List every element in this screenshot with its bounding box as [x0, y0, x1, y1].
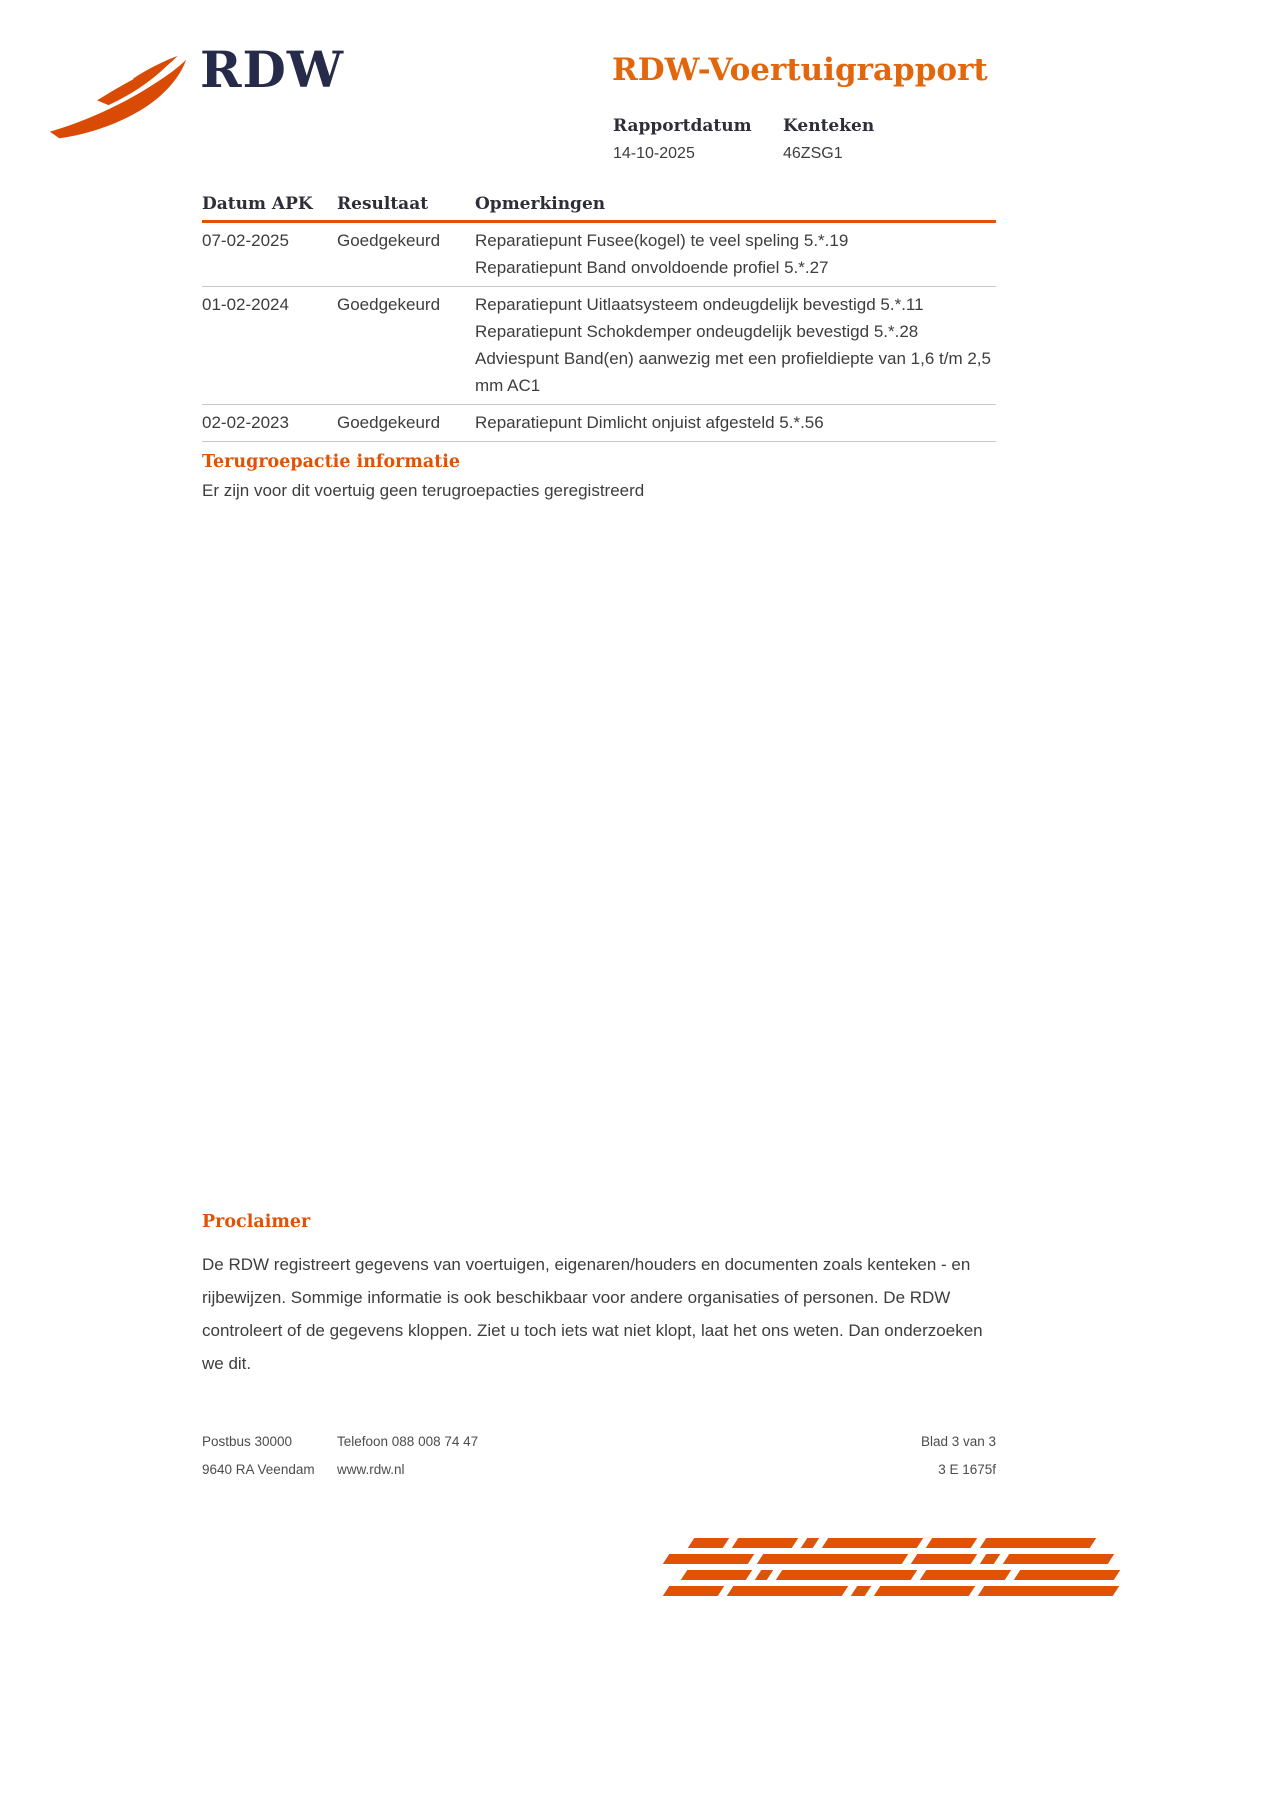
stripe-segment [980, 1554, 1000, 1564]
apk-remarks-cell [475, 409, 996, 436]
stripe-segment [801, 1538, 819, 1548]
stripe-segment [911, 1554, 977, 1564]
stripe-segment [920, 1570, 1011, 1580]
stripe-segment [978, 1586, 1119, 1596]
proclaimer-text: De RDW registreert gegevens van voertuigen, eigenaren/houders en documenten zoals kenteken - en rijbewijzen. Sommige informatie is ook beschikbaar voor andere organisaties of personen. De RDW controleert of de gegevens kloppen. Ziet u toch iets wat niet klopt, laat het ons weten. Dan onderzoeken we dit. [202, 1255, 983, 1373]
license-plate-label: Kenteken [783, 116, 875, 136]
apk-result-cell: Goedgekeurd [337, 295, 441, 314]
remark-line: Reparatiepunt Uitlaatsysteem ondeugdelijk bevestigd 5.*.11 [475, 295, 924, 314]
footer-website: www.rdw.nl [337, 1462, 405, 1477]
apk-date-cell: 07-02-2025 [202, 231, 289, 250]
column-header-opmerkingen: Opmerkingen [475, 194, 606, 214]
stripe-segment [776, 1570, 917, 1580]
stripe-segment [926, 1538, 977, 1548]
document-title: RDW-Voertuigrapport [612, 52, 988, 88]
stripe-segment [663, 1554, 754, 1564]
apk-remarks-cell [475, 291, 996, 399]
stripe-segment [874, 1586, 975, 1596]
remark-line: Reparatiepunt Fusee(kogel) te veel speling 5.*.19 [475, 231, 849, 250]
footer-page-number: Blad 3 van 3 [920, 1434, 996, 1449]
stripe-segment [757, 1554, 908, 1564]
apk-date-cell: 01-02-2024 [202, 295, 289, 314]
rdw-stripes-graphic [666, 1538, 1112, 1596]
table-row [202, 223, 996, 287]
page-footer [202, 1434, 996, 1490]
stripe-row [666, 1554, 1112, 1564]
rdw-logo-text: RDW [200, 40, 345, 99]
footer-page-info [921, 1434, 996, 1490]
proclaimer-heading: Proclaimer [202, 1212, 311, 1232]
terugroepactie-heading: Terugroepactie informatie [202, 452, 461, 472]
stripe-row [684, 1570, 1112, 1580]
rdw-logo-swoosh-icon [46, 52, 188, 146]
column-header-datum-apk: Datum APK [202, 194, 313, 214]
stripe-segment [822, 1538, 923, 1548]
footer-address [202, 1434, 337, 1490]
column-header-resultaat: Resultaat [337, 194, 429, 214]
stripe-segment [688, 1538, 729, 1548]
table-row [202, 287, 996, 405]
remark-line: Reparatiepunt Schokdemper ondeugdelijk bevestigd 5.*.28 [475, 322, 919, 341]
report-meta [613, 116, 874, 163]
stripe-segment [1003, 1554, 1114, 1564]
stripe-segment [851, 1586, 871, 1596]
stripe-segment [980, 1538, 1096, 1548]
stripe-segment [727, 1586, 848, 1596]
stripe-segment [663, 1586, 724, 1596]
table-row [202, 405, 996, 442]
stripe-segment [755, 1570, 773, 1580]
table-header-row [202, 194, 996, 223]
stripe-segment [732, 1538, 798, 1548]
footer-postbus: Postbus 30000 [202, 1434, 293, 1449]
stripe-segment [681, 1570, 752, 1580]
license-plate-value: 46ZSG1 [783, 145, 843, 162]
apk-remarks-cell [475, 227, 996, 281]
apk-result-cell: Goedgekeurd [337, 413, 441, 432]
apk-result-cell: Goedgekeurd [337, 231, 441, 250]
footer-form-code: 3 E 1675f [938, 1462, 996, 1477]
remark-line: Reparatiepunt Band onvoldoende profiel 5.*.27 [475, 258, 829, 277]
license-plate-block [783, 116, 874, 163]
report-date-label: Rapportdatum [613, 116, 752, 136]
report-date-value: 14-10-2025 [613, 145, 695, 162]
remark-line: Reparatiepunt Dimlicht onjuist afgesteld 5.*.56 [475, 413, 824, 432]
report-date-block [613, 116, 783, 163]
footer-phone: Telefoon 088 008 74 47 [337, 1434, 479, 1449]
apk-history-table [202, 194, 996, 442]
footer-contact [337, 1434, 921, 1490]
remark-line: Adviespunt Band(en) aanwezig met een profieldiepte van 1,6 t/m 2,5 mm AC1 [475, 349, 991, 395]
footer-city: 9640 RA Veendam [202, 1462, 315, 1477]
apk-date-cell: 02-02-2023 [202, 413, 289, 432]
stripe-segment [1014, 1570, 1120, 1580]
stripe-row [666, 1586, 1112, 1596]
stripe-row [691, 1538, 1112, 1548]
terugroepactie-text: Er zijn voor dit voertuig geen terugroepacties geregistreerd [202, 481, 645, 500]
